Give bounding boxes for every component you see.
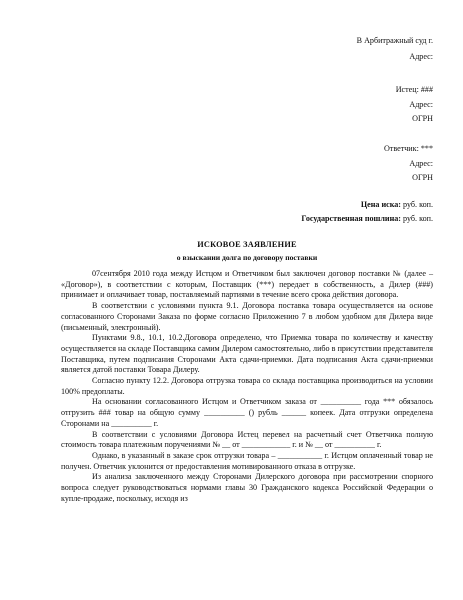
paragraph: Из анализа заключенного между Сторонами Дилерского договора при рассмотрении спорного вопроса следует руководствоваться нормами главы 30 Гражданского кодекса Российской Федерации о купле-продаже, поскольку, исходя из [61,472,433,503]
claim-price [253,200,433,211]
claim-price-value: руб. коп. [403,200,433,209]
document-title: ИСКОВОЕ ЗАЯВЛЕНИЕ [197,240,297,249]
defendant-line: Ответчик: *** [383,144,433,153]
defendant-address: Адрес: [409,159,433,168]
paragraph: 07сентября 2010 года между Истцом и Ответчиком был заключен договор поставки № (далее – «Договор»), в соответствии с которым, Поставщик (***) передает в собственность, а Дилер (###) принимает и оплачивает товар, поставляемый партиями в течение всего срока действия договора. [61,269,433,300]
claim-price-label: Цена иска: [360,200,401,209]
paragraph: В соответствии с условиями пункта 9.1. Договора поставка товара осуществляется на основе согласованного Сторонами Заказа по форме согласно Приложению 7 в любом удобном для Дилера виде (письменный, электронный). [61,301,433,332]
paragraph: Согласно пункту 12.2. Договора отгрузка товара со склада поставщика производиться на условии 100% предоплаты. [61,376,433,396]
plaintiff-line: Истец: ### [395,85,433,94]
court-line: В Арбитражный суд г. [356,36,433,45]
state-duty-label: Государственная пошлина: [301,214,401,223]
state-duty-value: руб. коп. [403,214,433,223]
court-address: Адрес: [409,52,433,61]
paragraph: Однако, в указанный в заказе срок отгрузки товара – ___________ г. Истцом оплаченный товар не получен. Ответчик уклонится от предоставления мотивированного отказа в отгрузке. [61,450,433,471]
defendant-ogrn: ОГРН [412,173,433,182]
paragraph: В соответствии с условиями Договора Истец перевел на расчетный счет Ответчика полную стоимость товара платежным поручениями № __ от ____________ г. и № __ от __________ г. [61,429,433,450]
paragraph: На основании согласованного Истцом и Ответчиком заказа от __________ года *** обязалось отгрузить ### товар на общую сумму __________ () рубль ______ копеек. Дата отгрузки определена Сторонами на __________ г. [61,397,433,428]
document-subtitle: о взыскании долга по договору поставки [176,253,318,262]
document-body [61,269,433,504]
plaintiff-ogrn: ОГРН [412,114,433,123]
plaintiff-address: Адрес: [409,100,433,109]
paragraph: Пунктами 9.8., 10.1, 10.2.Договора определено, что Приемка товара по количеству и качеству осуществляется на складе Поставщика самим Дилером самостоятельно, либо в присутствии представителя Поставщика, путем подписания Сторонами Акта сдачи-приемки. Дата подписания Акта сдачи-приемки является датой поставки Товара Дилеру. [61,333,433,375]
state-duty [173,214,433,225]
